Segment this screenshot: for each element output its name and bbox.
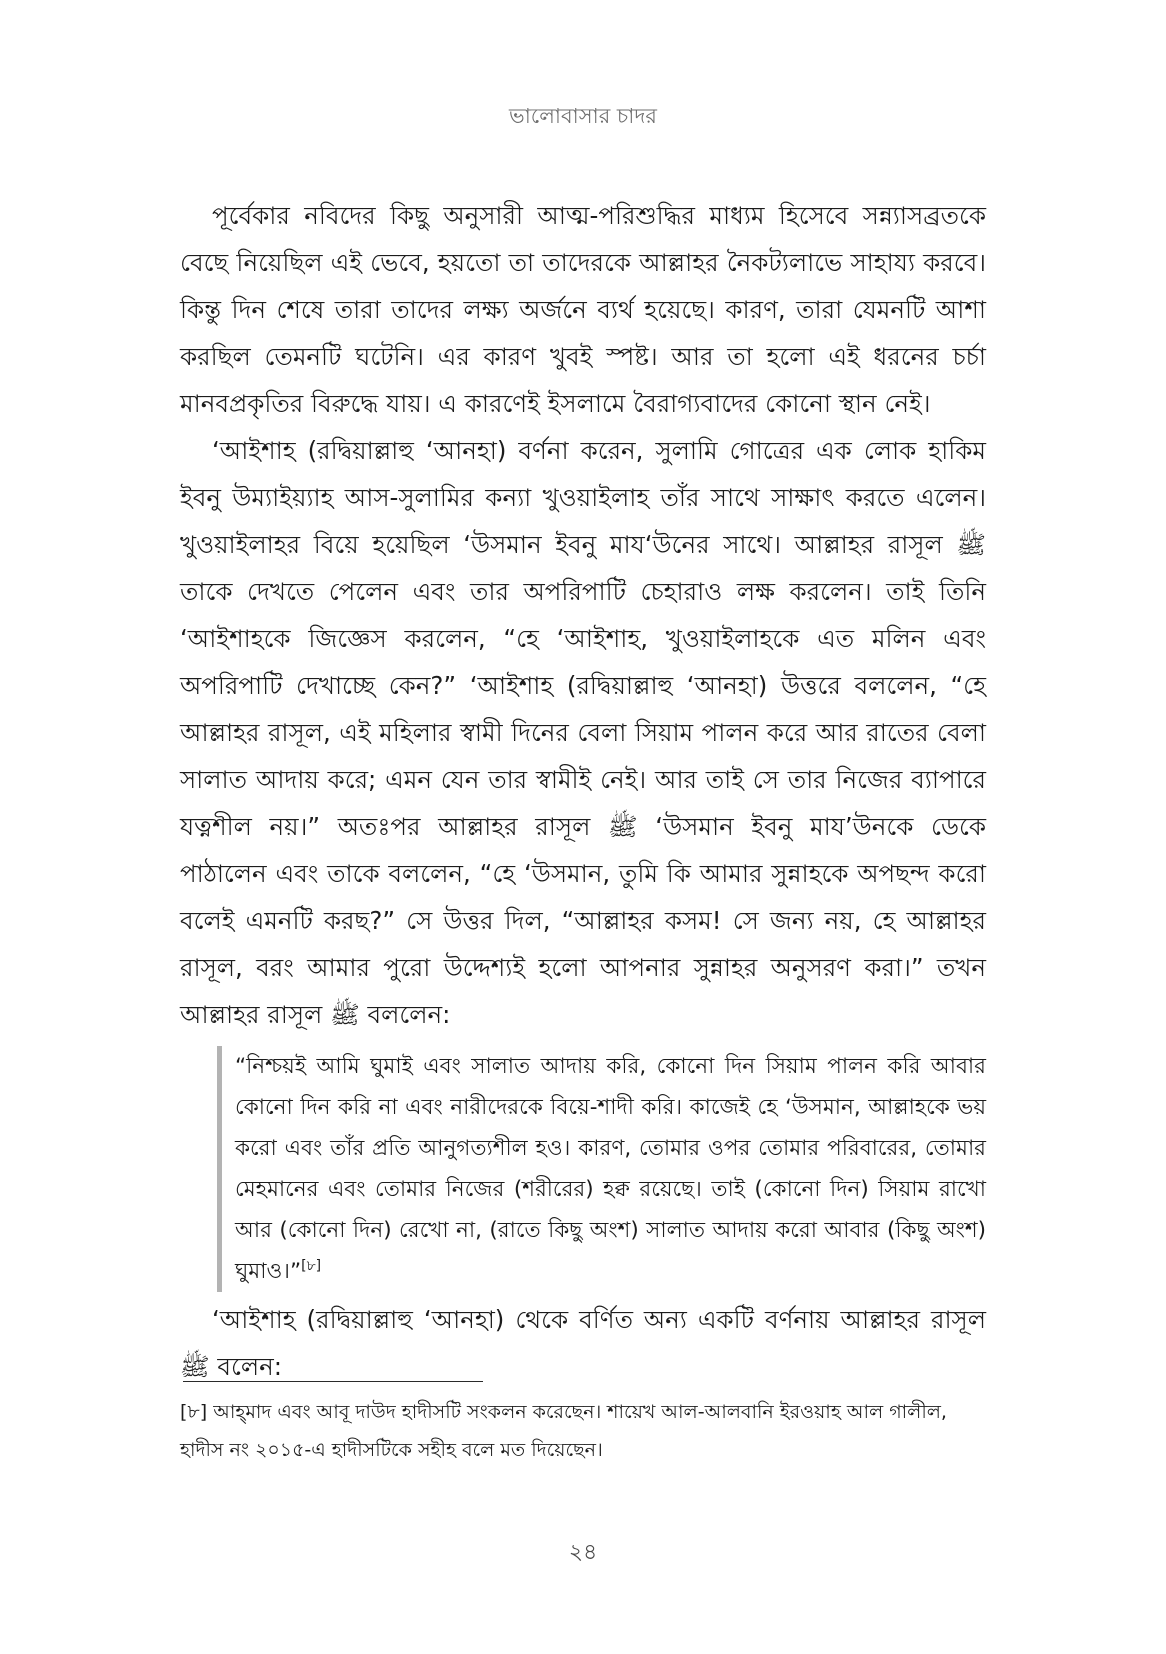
paragraph-2: ‘আইশাহ (রদ্বিয়াল্লাহু ‘আনহা) বর্ণনা করেন, সুলামি গোত্রের এক লোক হাকিম ইবনু উম্যাইয়্যাহ আস-সুলামির কন্যা খুওয়াইলাহ তাঁর সাথে সাক্ষাৎ করতে এলেন। খুওয়াইলাহর বিয়ে হয়েছিল ‘উসমান ইবনু মায‘উনের সাথে। আল্লাহর রাসূল ﷺ তাকে দেখতে পেলেন এবং তার অপরিপাটি চেহারাও লক্ষ করলেন। তাই তিনি ‘আইশাহকে জিজ্ঞেস করলেন, “হে ‘আইশাহ, খুওয়াইলাহকে এত মলিন এবং অপরিপাটি দেখাচ্ছে কেন?” ‘আইশাহ (রদ্বিয়াল্লাহু ‘আনহা) উত্তরে বললেন, “হে আল্লাহর রাসূল, এই মহিলার স্বামী দিনের বেলা সিয়াম পালন করে আর রাতের বেলা সালাত আদায় করে; এমন যেন তার স্বামীই নেই। আর তাই সে তার নিজের ব্যাপারে যত্নশীল নয়।” অতঃপর আল্লাহর রাসূল ﷺ ‘উসমান ইবনু মায’উনকে ডেকে পাঠালেন এবং তাকে বললেন, “হে ‘উসমান, তুমি কি আমার সুন্নাহকে অপছন্দ করো বলেই এমনটি করছ?” সে উত্তর দিল, “আল্লাহর কসম! সে জন্য নয়, হে আল্লাহর রাসূল, বরং আমার পুরো উদ্দেশ্যই হলো আপনার সুন্নাহর অনুসরণ করা।” তখন আল্লাহর রাসূল ﷺ বললেন: [180,436,986,1029]
quote-text [235,1046,986,1292]
running-head: ভালোবাসার চাদর [509,104,657,128]
footnotes [180,1393,986,1469]
body-text [180,192,986,1390]
page-number: ২৪ [568,1540,598,1565]
footnote-8: [৮] আহ্‌মাদ এবং আবূ দাউদ হাদীসটি সংকলন করেছেন। শায়েখ আল-আলবানি ইরওয়াহ আল গালীল, হাদীস নং ২০১৫-এ হাদীসটিকে সহীহ বলে মত দিয়েছেন। [180,1401,947,1461]
footnote-reference[interactable]: [৮] [301,1257,322,1274]
footnote-divider [183,1381,483,1382]
paragraph-3: ‘আইশাহ (রদ্বিয়াল্লাহু ‘আনহা) থেকে বর্ণিত অন্য একটি বর্ণনায় আল্লাহর রাসূল ﷺ বলেন: [180,1305,986,1381]
hadith-blockquote [217,1046,986,1292]
paragraph-1: পূর্বেকার নবিদের কিছু অনুসারী আত্ম-পরিশুদ্ধির মাধ্যম হিসেবে সন্ন্যাসব্রতকে বেছে নিয়েছিল এই ভেবে, হয়তো তা তাদেরকে আল্লাহর নৈকট্যলাভে সাহায্য করবে। কিন্তু দিন শেষে তারা তাদের লক্ষ্য অর্জনে ব্যর্থ হয়েছে। কারণ, তারা যেমনটি আশা করছিল তেমনটি ঘটেনি। এর কারণ খুবই স্পষ্ট। আর তা হলো এই ধরনের চর্চা মানবপ্রকৃতির বিরুদ্ধে যায়। এ কারণেই ইসলামে বৈরাগ্যবাদের কোনো স্থান নেই। [180,201,986,418]
quote-body: “নিশ্চয়ই আমি ঘুমাই এবং সালাত আদায় করি, কোনো দিন সিয়াম পালন করি আবার কোনো দিন করি না এবং নারীদেরকে বিয়ে-শাদী করি। কাজেই হে ‘উসমান, আল্লাহকে ভয় করো এবং তাঁর প্রতি আনুগত্যশীল হও। কারণ, তোমার ওপর তোমার পরিবারের, তোমার মেহমানের এবং তোমার নিজের (শরীরের) হক্ব রয়েছে। তাই (কোনো দিন) সিয়াম রাখো আর (কোনো দিন) রেখো না, (রাতে কিছু অংশ) সালাত আদায় করো আবার (কিছু অংশ) ঘুমাও।” [235,1054,986,1284]
